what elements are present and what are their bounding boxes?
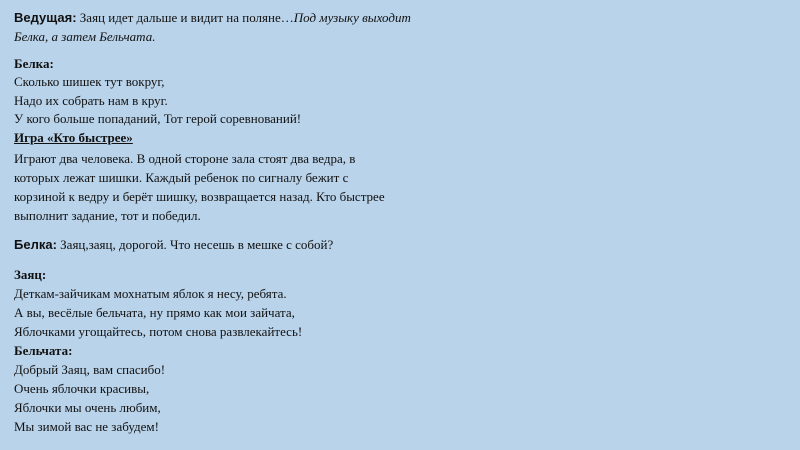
zayac-speaker: Заяц: — [14, 267, 47, 282]
zayac-line: Деткам-зайчикам мохнатым яблок я несу, ребята. — [14, 286, 287, 301]
belchata-line: Мы зимой вас не забудем! — [14, 419, 159, 434]
belka-poem-line: У кого больше попаданий, Тот герой соревнований! — [14, 111, 302, 126]
belka-question-speaker: Белка: — [14, 237, 57, 252]
game-description-line: Играют два человека. В одной стороне зала стоят два ведра, в — [14, 151, 356, 166]
belchata-line: Добрый Заяц, вам спасибо! — [14, 362, 166, 377]
belka-question — [14, 237, 333, 255]
intro-text: Заяц идет дальше и видит на поляне… — [76, 10, 294, 25]
belka-question-text: Заяц,заяц, дорогой. Что несешь в мешке с собой? — [56, 237, 334, 252]
belka-speaker: Белка: — [14, 56, 54, 71]
game-description-line: корзиной к ведру и берёт шишку, возвращается назад. Кто быстрее — [14, 189, 385, 204]
belchata-line: Яблочки мы очень любим, — [14, 400, 161, 415]
belchata-speaker: Бельчата: — [14, 343, 73, 358]
game-title: Игра «Кто быстрее» — [14, 130, 133, 145]
intro-stage-note-2: Белка, а затем Бельчата. — [14, 29, 156, 44]
belka-poem-line: Надо их собрать нам в круг. — [14, 93, 168, 108]
game-description-line: которых лежат шишки. Каждый ребенок по сигналу бежит с — [14, 170, 349, 185]
belka-poem-line: Сколько шишек тут вокруг, — [14, 74, 165, 89]
zayac-line: Яблочками угощайтесь, потом снова развлекайтесь! — [14, 324, 303, 339]
game-description-line: выполнит задание, тот и победил. — [14, 208, 201, 223]
zayac-line: А вы, весёлые бельчата, ну прямо как мои зайчата, — [14, 305, 295, 320]
intro-line-1 — [14, 10, 411, 28]
intro-stage-note-1: Под музыку выходит — [293, 10, 411, 25]
intro-speaker: Ведущая: — [14, 10, 77, 25]
belchata-line: Очень яблочки красивы, — [14, 381, 150, 396]
